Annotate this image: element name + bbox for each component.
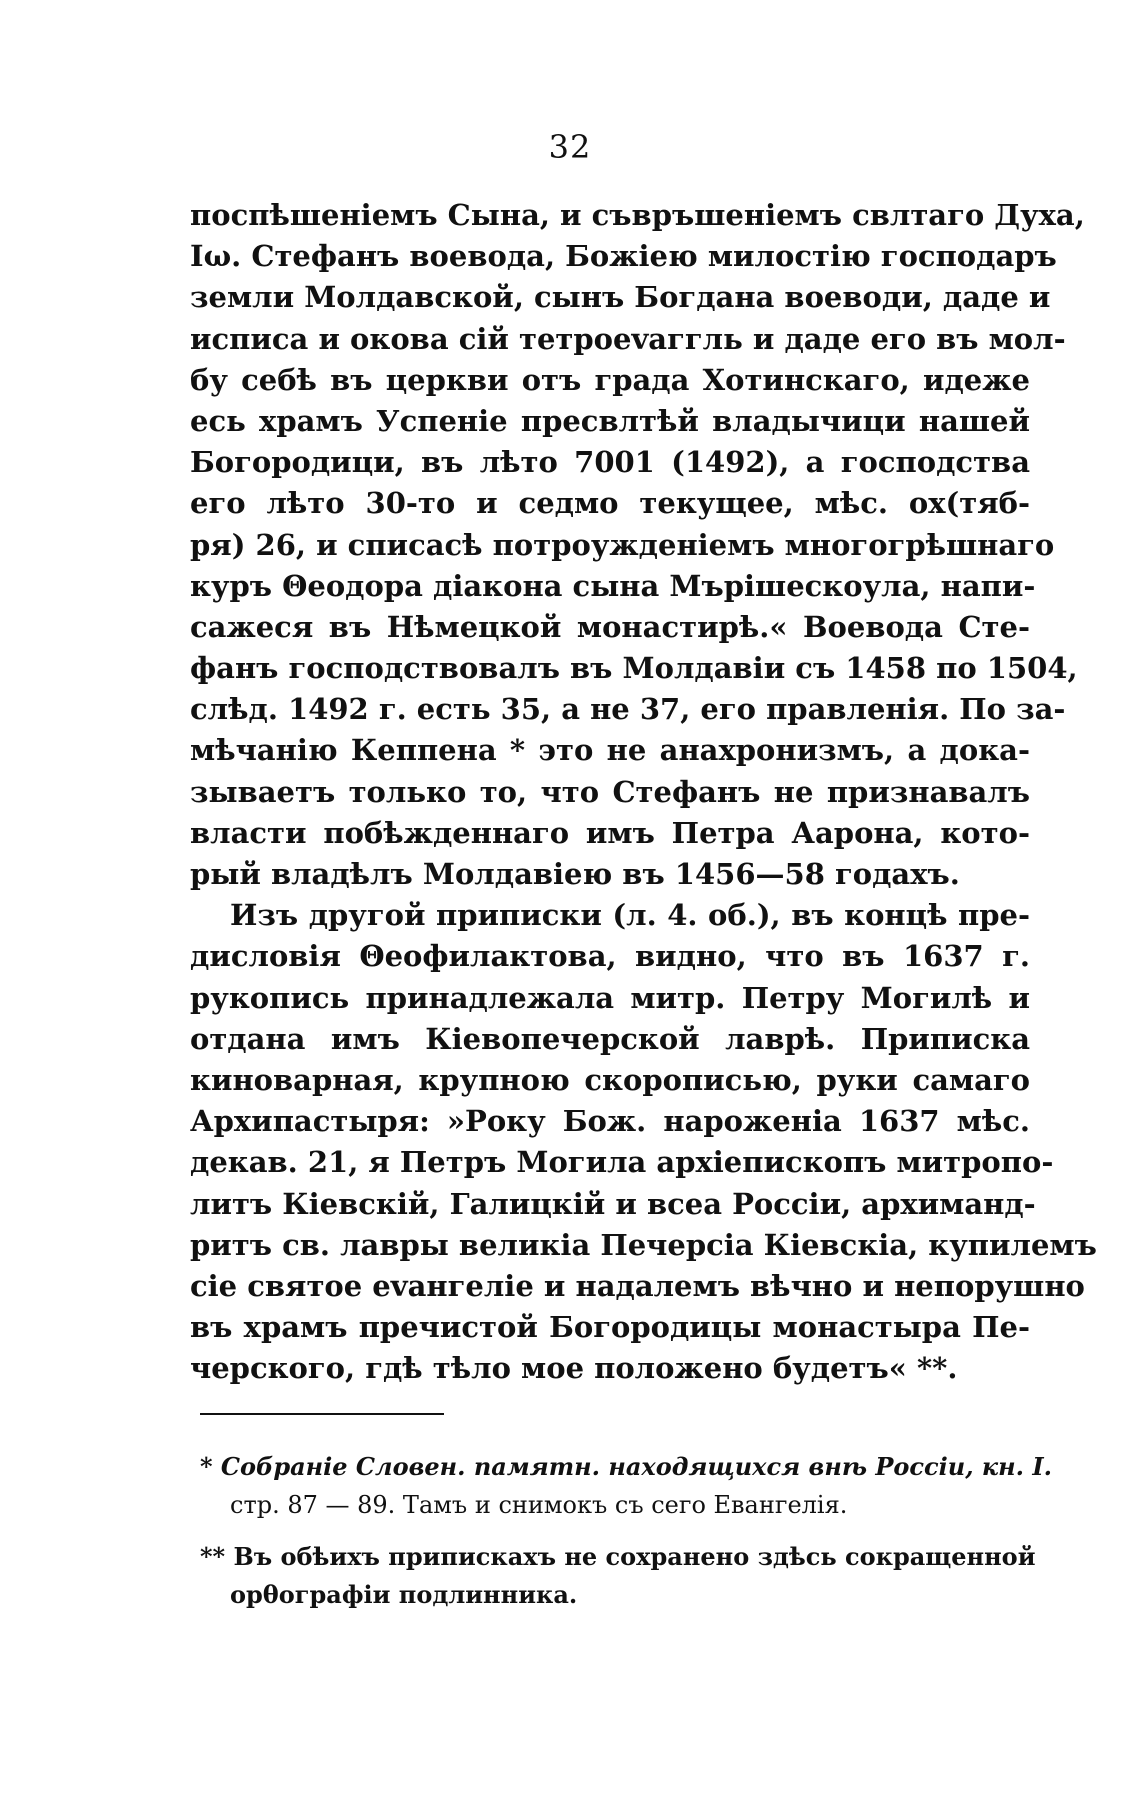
text-line: поспѣшенiемъ Сына, и съвръшенiемъ свлтаго Духа, xyxy=(190,198,1085,232)
text-line: Архипастыря: »Року Бож. нароженiа 1637 мѣс. xyxy=(190,1104,1030,1139)
text-line: рукопись принадлежала митр. Петру Могилѣ и xyxy=(190,980,1030,1015)
text-line: литъ Кiевскiй, Галицкiй и всеа Россiи, архиманд- xyxy=(190,1186,1036,1221)
footnote-2-line: орθографiи подлинника. xyxy=(230,1580,578,1609)
text-line: ритъ св. лавры великiа Печерсiа Кiевскiа, купилемъ xyxy=(190,1227,1097,1262)
text-line: зываетъ только то, что Стефанъ не признавалъ xyxy=(190,774,1030,809)
text-line: куръ Θеодора дiакона сына Мърiшескоула, напи- xyxy=(190,568,1036,603)
text-line: земли Молдавской, сынъ Богдана воеводи, даде и xyxy=(190,280,1051,315)
main-text xyxy=(190,195,1097,1389)
text-line: въ храмъ пречистой Богородицы монастыра Пе- xyxy=(190,1310,1030,1345)
text-line: мѣчанiю Кеппена * это не анахронизмъ, а дока- xyxy=(190,733,1030,768)
text-line: есь храмъ Успенiе пресвлтѣй владычици нашей xyxy=(190,403,1030,438)
text-line: рый владѣлъ Молдавiею въ 1456—58 годахъ. xyxy=(190,857,960,891)
text-line: сiе святое еvангелiе и надалемъ вѣчно и непорушно xyxy=(190,1268,1085,1303)
footnote-divider xyxy=(200,1413,444,1415)
text-line: ря) 26, и списасѣ потроужденiемъ многогрѣшнаго xyxy=(190,527,1055,562)
text-line: киноварная, крупною скорописью, руки самаго xyxy=(190,1062,1030,1097)
text-line: дисловiя Θеофилактова, видно, что въ 1637 г. xyxy=(190,939,1030,974)
text-line: бу себѣ въ церкви отъ града Хотинскаго, идеже xyxy=(190,362,1030,397)
text-line: сажеся въ Нѣмецкой монастирѣ.« Воевода Сте- xyxy=(190,609,1030,644)
page-number: 32 xyxy=(548,128,592,166)
footnote-1-line: * Собранiе Словен. памятн. находящихся внѣ Россiи, кн. I. xyxy=(200,1452,1052,1481)
footnote-2-line: ** Въ обѣихъ припискахъ не сохранено здѣсь сокращенной xyxy=(200,1542,1036,1571)
text-line: его лѣто 30-то и седмо текущее, мѣс. ох(тяб- xyxy=(190,486,1030,521)
text-line: отдана имъ Кiевопечерской лаврѣ. Приписка xyxy=(190,1021,1030,1056)
text-line: Iω. Стефанъ воевода, Божiею милостiю господаръ xyxy=(190,239,1057,274)
text-line: фанъ господствовалъ въ Молдавiи съ 1458 по 1504, xyxy=(190,651,1078,686)
text-line: исписа и окова сiй тетроеvаггль и даде его въ мол- xyxy=(190,321,1066,356)
text-line: власти побѣжденнаго имъ Петра Аарона, кото- xyxy=(190,815,1030,850)
footnotes xyxy=(200,1448,1052,1614)
text-line: слѣд. 1492 г. есть 35, а не 37, его правленiя. По за- xyxy=(190,692,1066,727)
text-line: черского, гдѣ тѣло мое положено будетъ« **. xyxy=(190,1351,958,1386)
text-line: Богородици, въ лѣто 7001 (1492), а господства xyxy=(190,445,1030,480)
text-line: декав. 21, я Петръ Могила архiепископъ митропо- xyxy=(190,1145,1054,1180)
text-line-paragraph-start: Изъ другой приписки (л. 4. об.), въ концѣ пре- xyxy=(230,898,1030,933)
footnote-1-line: стр. 87 — 89. Тамъ и снимокъ съ сего Евангелiя. xyxy=(230,1491,848,1519)
